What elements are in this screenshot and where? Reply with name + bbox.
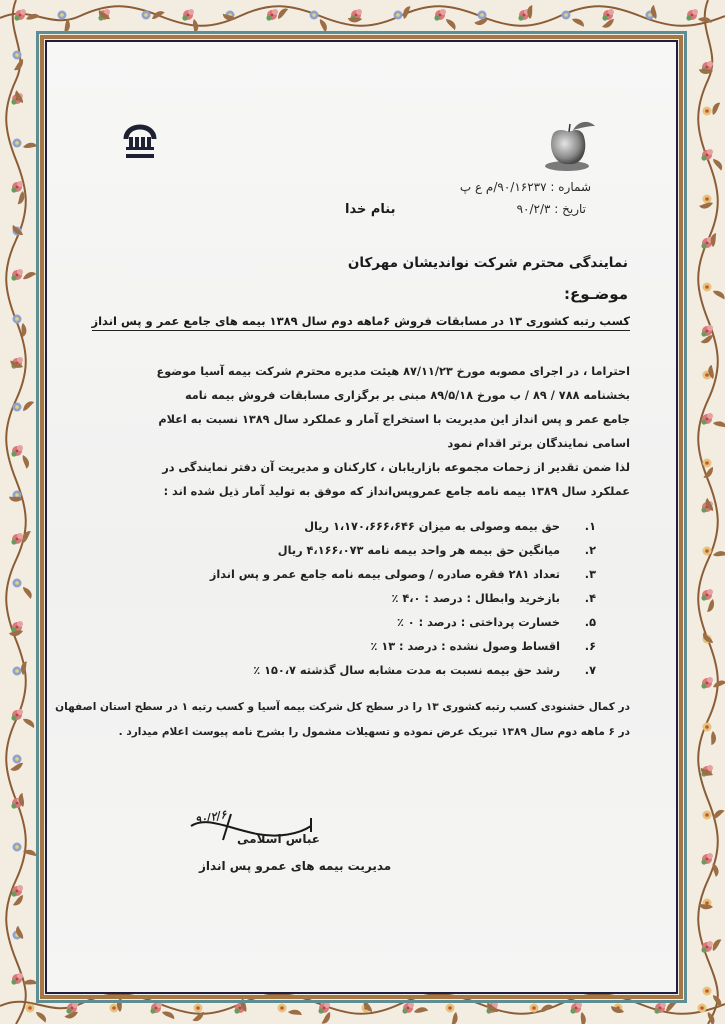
number-label: شماره : — [550, 180, 591, 194]
flower-ornament — [703, 283, 712, 292]
stat-item — [397, 616, 596, 629]
stat-item — [253, 664, 596, 677]
flower-ornament — [278, 1004, 287, 1013]
flower-ornament — [13, 843, 22, 852]
stat-item — [210, 568, 596, 581]
paragraph1-line: احتراما ، در اجرای مصوبه مورخ ۸۷/۱۱/۲۳ هیئت مدیره محترم شرکت بیمه آسیا موضوع — [156, 365, 630, 378]
flower-ornament — [703, 195, 712, 204]
apple-icon — [537, 112, 605, 174]
recipient-line: نمایندگی محترم شرکت نواندیشان مهرکان — [347, 255, 628, 271]
stat-number: ۲. — [584, 544, 596, 557]
paragraph2-line: لذا ضمن تقدیر از زحمات مجموعه بازاریابان ، کارکنان و مدیریت آن دفتر نمایندگی در — [162, 461, 630, 474]
stat-number: ۴. — [584, 592, 596, 605]
bimeh-asia-logo — [122, 117, 158, 161]
flower-ornament — [26, 1004, 35, 1013]
flower-ornament — [703, 459, 712, 468]
flower-ornament — [530, 1004, 539, 1013]
flower-ornament — [446, 1004, 455, 1013]
flower-ornament — [698, 1004, 707, 1013]
stat-text: تعداد ۲۸۱ فقره صادره / وصولی بیمه نامه جامع عمر و پس انداز — [209, 568, 560, 581]
stat-text: بازخرید وابطال : درصد : ۴،۰ ٪ — [391, 592, 560, 605]
flower-ornament — [13, 315, 22, 324]
stat-item — [304, 520, 596, 533]
flower-ornament — [703, 723, 712, 732]
stat-text: رشد حق بیمه نسبت به مدت مشابه سال گذشته ۱۵۰،۷ ٪ — [253, 664, 560, 677]
stat-text: خسارت پرداختی : درصد : ۰ ٪ — [396, 616, 560, 629]
paragraph1-line: اسامی نمایندگان برتر اقدام نمود — [447, 437, 630, 450]
subject-label: موضـوع: — [564, 285, 628, 303]
stat-item — [371, 640, 597, 653]
letter-paper — [47, 42, 676, 992]
letter-date — [517, 202, 586, 216]
handwritten-date: ۹۰/۲/۶ — [193, 807, 228, 828]
flower-ornament — [13, 51, 22, 60]
stat-text: اقساط وصول نشده : درصد : ۱۳ ٪ — [370, 640, 560, 653]
signatory-title: مدیریت بیمه های عمرو پس انداز — [199, 859, 392, 873]
stat-number: ۶. — [584, 640, 596, 653]
flower-ornament — [562, 11, 571, 20]
flower-ornament — [703, 987, 712, 996]
paragraph2-line: عملکرد سال ۱۳۸۹ بیمه نامه جامع عمروپس‌انداز که موفق به تولید آمار ذیل شده اند : — [163, 485, 630, 498]
apple-emblem — [537, 112, 605, 174]
flower-ornament — [194, 1004, 203, 1013]
flower-ornament — [394, 11, 403, 20]
flower-ornament — [142, 11, 151, 20]
bismillah-heading: بنام خدا — [345, 202, 396, 217]
number-value: ۹۰/۱۶۲۳۷/م ع پ — [459, 180, 547, 194]
stat-number: ۷. — [584, 664, 596, 677]
flower-ornament — [478, 11, 487, 20]
signatory-name: عباس اسلامی — [237, 832, 320, 846]
flower-ornament — [13, 755, 22, 764]
stat-item — [392, 592, 596, 605]
date-value: ۹۰/۲/۳ — [516, 202, 551, 216]
flower-ornament — [703, 811, 712, 820]
flower-ornament — [13, 403, 22, 412]
flower-ornament — [13, 579, 22, 588]
flower-ornament — [13, 139, 22, 148]
stat-number: ۳. — [584, 568, 596, 581]
flower-ornament — [703, 547, 712, 556]
letter-number — [460, 180, 591, 194]
flower-ornament — [58, 11, 67, 20]
date-label: تاریخ : — [554, 202, 586, 216]
stat-text: میانگین حق بیمه هر واحد بیمه نامه ۴،۱۶۶،۰۷۳ ریال — [277, 544, 560, 557]
stat-number: ۵. — [584, 616, 596, 629]
subject-text: کسب رتبه کشوری ۱۳ در مسابقات فروش ۶ماهه دوم سال ۱۳۸۹ بیمه های جامع عمر و پس انداز — [92, 314, 631, 331]
closing-line: در ۶ ماهه دوم سال ۱۳۸۹ تبریک عرض نموده و تسهیلات مشمول را بشرح نامه پیوست اعلام میدارد . — [118, 726, 630, 738]
stat-number: ۱. — [584, 520, 596, 533]
flower-ornament — [310, 11, 319, 20]
stat-item — [278, 544, 596, 557]
closing-line: در کمال خشنودی کسب رتبه کشوری ۱۳ را در سطح کل شرکت بیمه آسیا و کسب رتبه ۱ در سطح استان اصفهان — [55, 701, 630, 713]
flower-ornament — [13, 667, 22, 676]
flower-ornament — [703, 107, 712, 116]
paragraph1-line: جامع عمر و پس انداز این مدیریت با استخراج آمار و عملکرد سال ۱۳۸۹ نسبت به اعلام — [158, 413, 630, 426]
paragraph1-line: بخشنامه ۷۸۸ / ۸۹ / ب مورخ ۸۹/۵/۱۸ مبنی بر برگزاری مسابقات فروش بیمه نامه — [184, 389, 630, 402]
logo-icon — [122, 117, 158, 161]
stat-text: حق بیمه وصولی به میزان ۱،۱۷۰،۶۶۶،۶۴۶ ریال — [304, 520, 560, 533]
